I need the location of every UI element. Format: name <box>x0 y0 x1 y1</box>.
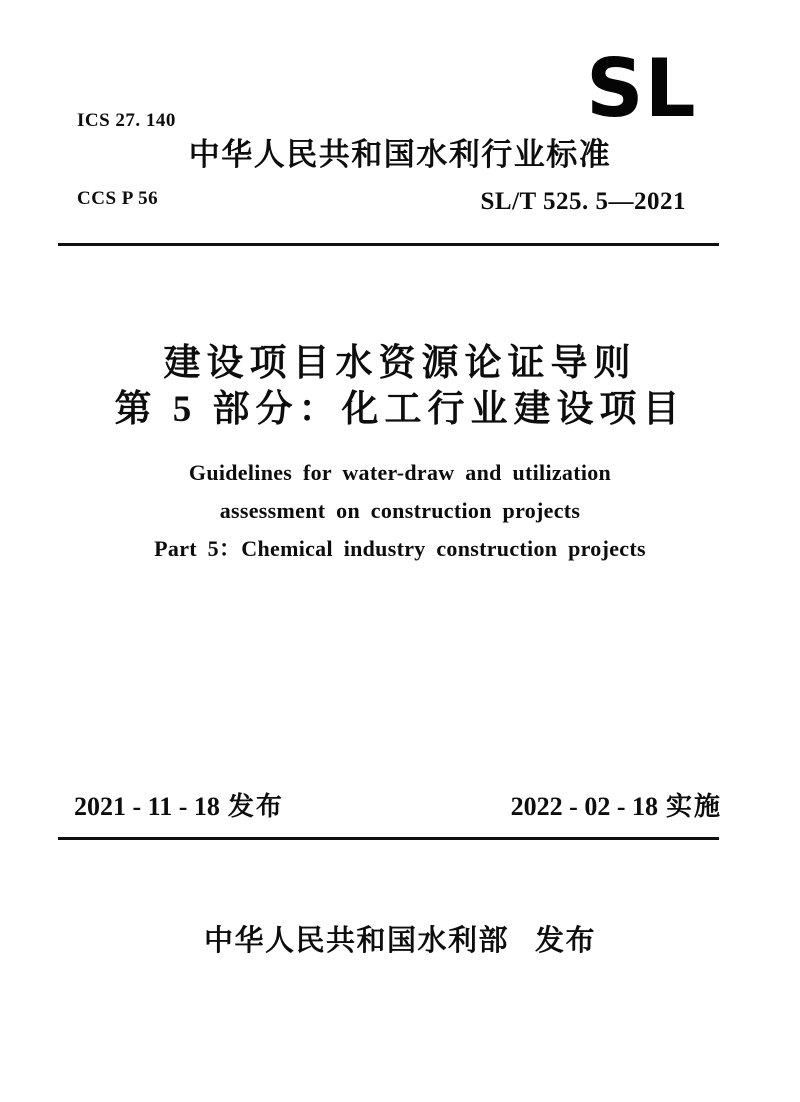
publisher-line <box>0 927 800 956</box>
title-english <box>0 454 800 568</box>
bottom-divider-line <box>58 837 719 840</box>
title-chinese-line2: 第 5 部分：化工行业建设项目 <box>114 389 686 430</box>
title-english-line1: Guidelines for water-draw and utilization <box>188 460 612 485</box>
ics-code: ICS 27. 140 <box>77 110 176 131</box>
document-number: SL/T 525. 5—2021 <box>480 188 686 215</box>
sl-logo: SL <box>586 42 697 135</box>
standard-category-title: 中华人民共和国水利行业标准 <box>188 137 612 172</box>
issue-date-line <box>74 792 284 822</box>
top-divider-line <box>58 243 719 246</box>
title-chinese-line1: 建设项目水资源论证导则 <box>163 343 637 384</box>
title-english-line3: Part 5：Chemical industry construction projects <box>154 536 646 561</box>
implement-date-label: 实施 <box>665 791 722 821</box>
publish-label: 发布 <box>535 925 597 957</box>
implement-date-line <box>511 792 722 822</box>
implement-date: 2022 - 02 - 18 <box>510 792 658 821</box>
title-english-line2: assessment on construction projects <box>219 498 581 523</box>
ccs-code: CCS P 56 <box>77 188 159 209</box>
issue-date: 2021 - 11 - 18 <box>74 792 220 821</box>
issue-date-label: 发布 <box>227 791 284 821</box>
publisher-name: 中华人民共和国水利部 <box>203 925 509 957</box>
